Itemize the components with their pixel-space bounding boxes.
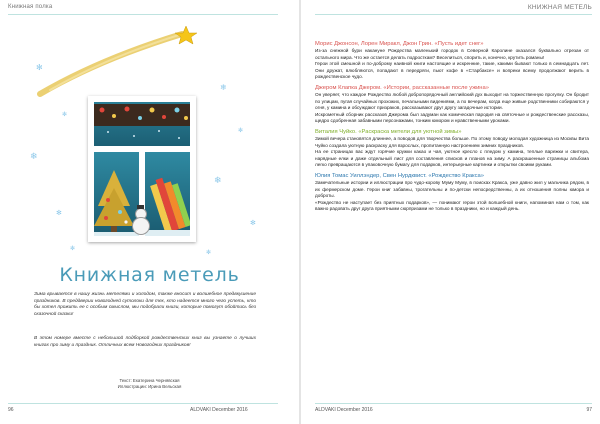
book-paragraph: Он уверяет, что каждое Рождество любой добропорядочный английский дух выходит на торжественную прогулку. Он бродит по улицам, пугая случайных прохожих, печальными видениями, а по вечерам, когда еще живые родственники собираются у огня, у камина и обсуждают призраков, рассказывают друг другу загадочные истории.: [315, 91, 589, 111]
book-paragraph: Замечательные истории и иллюстрации про чудо-корову Муму Муму, в поисках Кракса, уже давно жил у мальчика рядом, в их фермерском доме. Герои книг забавны, трогательны и по-детски непосредственны, а их отношения полны юмора и доброты.: [315, 179, 589, 199]
page-number: 96: [8, 407, 14, 413]
snowflake-icon: ✻: [70, 246, 76, 252]
header-rule: [8, 14, 278, 15]
intro-paragraph: Зима врывается в нашу жизнь метелями и холодом, также вносит и волшебное предвкушение праздников. В преддверии новогодней сутолоки для тех, кто надеется много чего успеть, кто бы хотел прожить ее с особым смыслом, мы подобрали книги, которые помогут обойтись без сказочной сказки!: [34, 292, 256, 318]
snowflake-icon: ✻: [206, 250, 212, 256]
book-section: [315, 40, 589, 81]
header-rule: [315, 14, 592, 15]
book-paragraph: Герои этой смешной и по-доброму наивной книги настоящие и искренние, такие, какими бывают только в семнадцать лет. Они дружат, влюбляются, попадают в передряги, пьют кофе в «Старбаксе» и вопреки всему продолжают верить в рождественское чудо.: [315, 61, 589, 80]
book-heading: Виталия Чуйко. «Раскраска метели для уютной зимы»: [315, 128, 462, 135]
snowflake-icon: ✻: [56, 210, 62, 217]
books-icon: [145, 152, 190, 236]
left-page: [0, 0, 299, 424]
intro-paragraph: В этом номере вместе с небольшой подборкой рождественских книг вы узнаете о лучших книгах про зиму и праздник. Отличных всем Новогодних праздников!: [34, 336, 256, 348]
book-heading: Юлия Томас Уиллэндер, Свен Нурдквист. «Рождество Кракса»: [315, 172, 485, 179]
snowflake-icon: ✻: [238, 128, 244, 134]
book-section: [315, 172, 589, 213]
footer-rule: [8, 403, 278, 404]
book-paragraph: На ее страницах вас ждут горячие кружки какао и чая, уютное кресло с пледом у камина, теплые варежки и свитера, нарядные елки и даже отдельный лист для составления списков и планов на зиму. А раскрашенные страницы альбома легко превращаются в упаковочную бумагу для подарков, интерьерные картинки и открытки своими руками.: [315, 149, 589, 168]
credit-illustrations: Иллюстрации: Ирина Вельская: [117, 384, 182, 389]
right-page: [301, 0, 600, 424]
snowflake-icon: ❄: [214, 175, 222, 185]
book-paragraph: Искрометный сборник рассказов Джерома был задуман как комическая пародия на святочные и рождественские рассказы, щедро сдобренная забавными персонажами, тонким юмором и нравственными уроками.: [315, 111, 589, 124]
window-frame: [88, 96, 196, 242]
window-snowman-icon: [132, 208, 148, 238]
illustration: [0, 24, 299, 264]
book-paragraph: Зимой вечера становятся длиннее, а поводов для творчества больше. По этому поводу молодая художница из Москвы Вита Чуйко создала уютную раскраску для взрослых, пропитанную настроением зимних праздников.: [315, 135, 589, 148]
credit-text: Текст: Екатерина Чернявская: [119, 378, 180, 383]
book-paragraph: Из-за снежной бури накануне Рождества маленький городок в Северной Каролине оказался буквально отрезан от остального мира. Что же остается делать подросткам? Веселиться, спорить и, конечно, крутить романы!: [315, 48, 589, 60]
article-body: [315, 40, 589, 213]
snowflake-icon: ✻: [36, 63, 43, 72]
section-label: КНИЖНАЯ МЕТЕЛЬ: [527, 4, 592, 11]
book-paragraph: «Рождество не наступает без приятных подарков», — понимают герои этой волшебной книги, напоминая нам о том, как важно радовать друг друга приятными сюрпризами не только в праздники, но и каждый день.: [315, 199, 589, 212]
page-title: Книжная метель: [59, 264, 240, 286]
footer-magazine: ALDVAKI December 2016: [190, 407, 248, 413]
footer-rule: [315, 403, 592, 404]
window-top-pane: [94, 102, 190, 146]
snowflake-icon: ❄: [30, 151, 38, 161]
book-section: [315, 128, 589, 169]
section-label: Книжная полка: [8, 4, 53, 10]
book-heading: Морис Джонсон, Лорен Миракл, Джон Грин. «Пусть идет снег»: [315, 41, 484, 47]
snowflake-icon: ✻: [250, 220, 256, 227]
footer-magazine: ALDVAKI December 2016: [315, 407, 373, 413]
snowflake-icon: ❄: [220, 83, 227, 92]
shooting-star-icon: [0, 24, 299, 104]
credits: [0, 378, 299, 390]
page-number: 97: [586, 407, 592, 413]
garland-icon: [94, 102, 190, 146]
window-right-pane: [145, 152, 190, 236]
book-section: [315, 84, 589, 125]
book-heading: Джером Клапка Джером. «Истории, рассказанные после ужина»: [315, 84, 489, 91]
snowflake-icon: ✻: [62, 112, 68, 118]
